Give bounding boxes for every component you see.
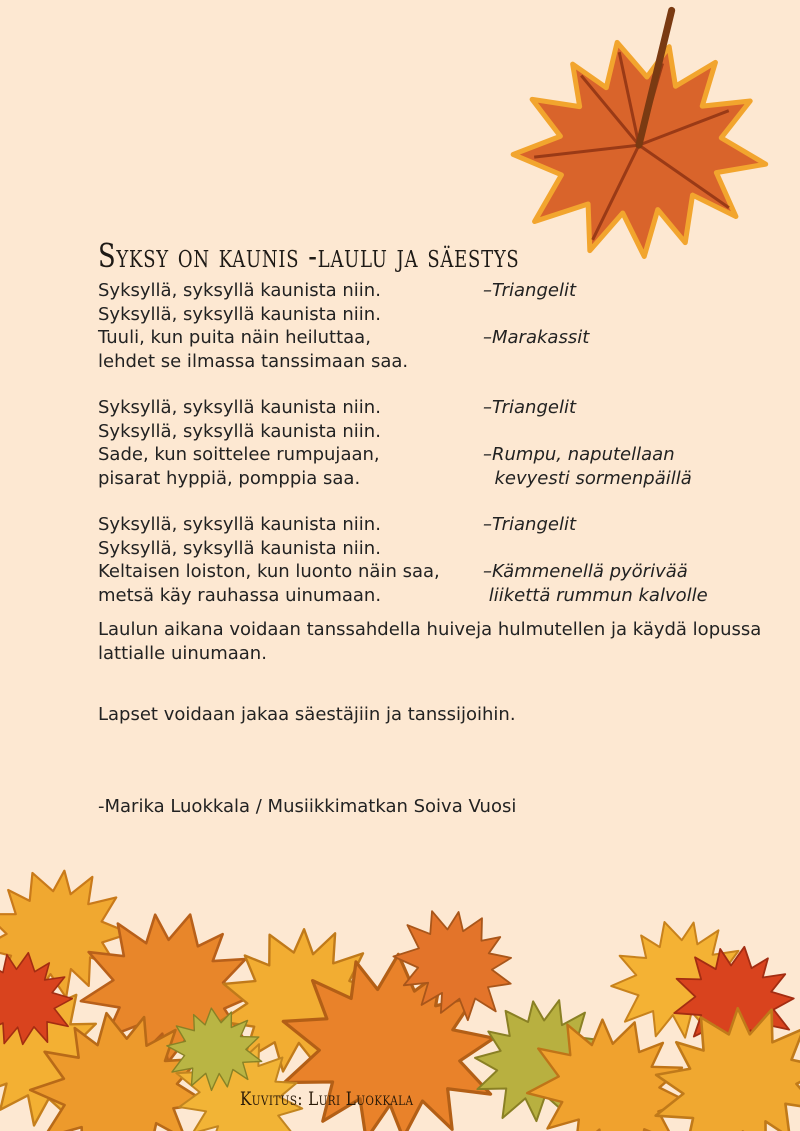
lyric-text: Keltaisen loiston, kun luonto näin saa, [98, 561, 440, 582]
illustration-credit: Kuvitus: Luri Luokkala [240, 1088, 414, 1110]
instrument-note: –Triangelit [483, 280, 576, 301]
instrument-note: –Rumpu, naputellaan [483, 444, 675, 465]
instrument-note: –Marakassit [483, 327, 590, 348]
instrument-note: –Kämmenellä pyörivää [483, 561, 688, 582]
instrument-note: –Triangelit [483, 397, 576, 418]
lyric-text: Tuuli, kun puita näin heiluttaa, [98, 327, 371, 348]
lyric-text: pisarat hyppiä, pomppia saa. [98, 467, 361, 489]
lyric-text: Syksyllä, syksyllä kaunista niin. [98, 280, 381, 301]
page-title: Syksy on kaunis -laulu ja säestys [98, 236, 520, 276]
instrument-note: liikettä rummun kalvolle [483, 584, 708, 606]
lyric-text: Syksyllä, syksyllä kaunista niin. [98, 397, 381, 418]
lyric-text: lehdet se ilmassa tanssimaan saa. [98, 350, 409, 372]
lyric-text: Syksyllä, syksyllä kaunista niin. [98, 537, 381, 559]
author-credit: -Marika Luokkala / Musiikkimatkan Soiva Vuosi [98, 796, 517, 817]
instrument-note: kevyesti sormenpäillä [483, 467, 692, 489]
instruction-paragraph: Laulun aikana voidaan tanssahdella huiveja hulmutellen ja käydä lopussa lattialle uinumaan. [98, 619, 762, 664]
instruction-paragraph: Lapset voidaan jakaa säestäjiin ja tanssijoihin. [98, 704, 516, 725]
lyric-text: metsä käy rauhassa uinumaan. [98, 584, 382, 606]
lyric-text: Syksyllä, syksyllä kaunista niin. [98, 514, 381, 535]
instrument-note: –Triangelit [483, 514, 576, 535]
lyric-text: Sade, kun soittelee rumpujaan, [98, 444, 380, 465]
lyric-text: Syksyllä, syksyllä kaunista niin. [98, 420, 381, 442]
lyric-text: Syksyllä, syksyllä kaunista niin. [98, 303, 381, 325]
